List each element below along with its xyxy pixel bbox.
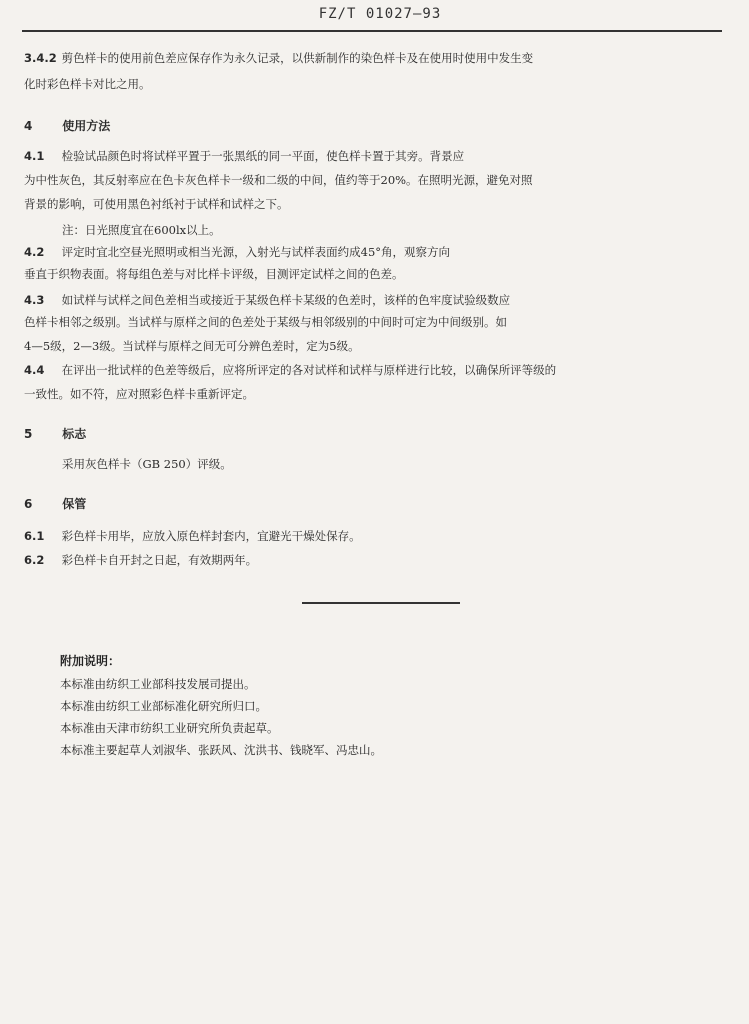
section-title: 使用方法 [62,119,111,133]
note-line: 本标准由纺织工业部科技发展司提出。 [60,677,256,691]
note-line: 本标准由天津市纺织工业研究所负责起草。 [60,721,279,735]
section-4-3 [24,292,724,308]
paragraph-line: 背景的影响，可使用黑色衬纸衬于试样和试样之下。 [24,197,289,211]
section-number: 4.3 [24,293,45,307]
note-line: 本标准主要起草人刘淑华、张跃风、沈洪书、钱晓军、冯忠山。 [60,743,382,757]
section-number: 3.4.2 [24,51,57,65]
section-number: 4.1 [24,149,45,163]
section-number: 5 [24,427,33,441]
section-number: 4.2 [24,245,45,259]
paragraph-line: 彩色样卡用毕，应放入原色样封套内，宜避光干燥处保存。 [61,529,361,543]
paragraph-line: 采用灰色样卡（GB 250）评级。 [62,457,232,471]
section-4-4 [24,362,724,378]
paragraph-line: 剪色样卡的使用前色差应保存作为永久记录，以供新制作的染色样卡及在使用时使用中发生变 [61,51,534,65]
paragraph-line: 检验试品颜色时将试样平置于一张黑纸的同一平面，使色样卡置于其旁。背景应 [61,149,465,163]
section-note: 注：日光照度宜在600lx以上。 [62,223,221,237]
paragraph-line: 一致性。如不符，应对照彩色样卡重新评定。 [24,387,254,401]
section-number: 4.4 [24,363,45,377]
paragraph-line: 为中性灰色，其反射率应在色卡灰色样卡一级和二级的中间，值约等于20%。在照明光源，避免对照 [24,173,533,187]
header-rule [22,30,722,32]
section-number: 6.2 [24,553,45,567]
paragraph-line: 在评出一批试样的色差等级后，应将所评定的各对试样和试样与原样进行比较，以确保所评等级的 [61,363,557,377]
section-number: 4 [24,119,33,133]
section-5-heading [24,426,724,442]
end-separator [302,602,460,604]
section-number: 6 [24,497,33,511]
notes-title: 附加说明： [60,654,121,668]
section-6-heading [24,496,724,512]
section-4-2 [24,244,724,260]
paragraph-line: 色样卡相邻之级别。当试样与原样之间的色差处于某级与相邻级别的中间时可定为中间级别。如 [24,315,507,329]
section-title: 标志 [62,427,87,441]
section-title: 保管 [62,497,87,511]
paragraph-line: 如试样与试样之间色差相当或接近于某级色样卡某级的色差时，该样的色牢度试验级数应 [61,293,511,307]
section-number: 6.1 [24,529,45,543]
paragraph-line: 彩色样卡自开封之日起，有效期两年。 [61,553,258,567]
standard-code: FZ/T 01027—93 [318,6,442,22]
section-6-2 [24,552,724,568]
section-6-1 [24,528,724,544]
paragraph-line: 垂直于织物表面。将每组色差与对比样卡评级，目测评定试样之间的色差。 [24,267,404,281]
section-4-heading [24,118,724,134]
paragraph-line: 4—5级，2—3级。当试样与原样之间无可分辨色差时，定为5级。 [24,339,360,353]
paragraph-line: 化时彩色样卡对比之用。 [24,77,151,91]
section-4-1 [24,148,724,164]
section-3-4-2 [24,50,724,66]
note-line: 本标准由纺织工业部标准化研究所归口。 [60,699,267,713]
paragraph-line: 评定时宜北空昼光照明或相当光源，入射光与试样表面约成45°角，观察方向 [61,245,451,259]
